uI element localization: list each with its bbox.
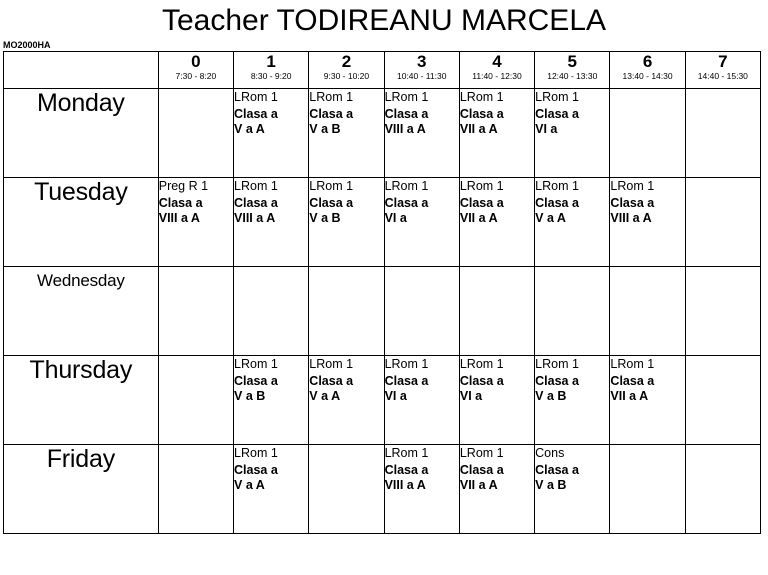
lesson-cell[interactable] bbox=[309, 89, 384, 178]
table-row bbox=[4, 89, 761, 178]
lesson-room: LRom 1 bbox=[459, 446, 504, 460]
period-time: 13:40 - 14:30 bbox=[622, 71, 673, 81]
lesson-cell[interactable] bbox=[158, 178, 233, 267]
timetable-page bbox=[0, 4, 768, 575]
lesson-class-line2: VII a A bbox=[610, 389, 649, 403]
lesson-cell[interactable] bbox=[610, 356, 685, 445]
period-number: 4 bbox=[492, 52, 502, 71]
lesson-class-line1: Clasa a bbox=[234, 196, 278, 210]
lesson-class-line1: Clasa a bbox=[459, 463, 504, 477]
lesson-room: LRom 1 bbox=[459, 90, 504, 104]
lesson-room: LRom 1 bbox=[309, 90, 354, 104]
period-header-1 bbox=[234, 52, 309, 89]
lesson-class-line2: VIII a A bbox=[384, 122, 426, 136]
lesson-room: LRom 1 bbox=[234, 446, 278, 460]
period-number: 3 bbox=[416, 52, 427, 71]
period-time: 14:40 - 15:30 bbox=[697, 71, 748, 81]
lesson-class-line1: Clasa a bbox=[384, 196, 429, 210]
lesson-room: LRom 1 bbox=[234, 90, 278, 104]
period-number: 5 bbox=[567, 52, 578, 71]
lesson-class-line2: V a A bbox=[234, 122, 265, 136]
lesson-cell[interactable] bbox=[234, 356, 309, 445]
period-time: 8:30 - 9:20 bbox=[250, 71, 292, 81]
lesson-class-line2: VIII a A bbox=[234, 211, 276, 225]
table-row bbox=[4, 356, 761, 445]
lesson-room: LRom 1 bbox=[610, 357, 655, 371]
lesson-room: Cons bbox=[535, 446, 565, 460]
day-label-cell-tuesday bbox=[4, 178, 159, 267]
lesson-cell[interactable] bbox=[685, 89, 760, 178]
lesson-class-line1: Clasa a bbox=[535, 196, 579, 210]
lesson-cell[interactable] bbox=[535, 89, 610, 178]
lesson-room: Preg R 1 bbox=[158, 179, 209, 193]
lesson-class-line2: VI a bbox=[384, 389, 407, 403]
lesson-cell[interactable] bbox=[234, 178, 309, 267]
lesson-class-line1: Clasa a bbox=[384, 374, 429, 388]
period-header-3 bbox=[384, 52, 459, 89]
lesson-room: LRom 1 bbox=[309, 179, 354, 193]
lesson-class-line1: Clasa a bbox=[384, 107, 429, 121]
lesson-class-line1: Clasa a bbox=[535, 374, 579, 388]
day-label: Monday bbox=[36, 89, 125, 117]
lesson-cell[interactable] bbox=[535, 445, 610, 534]
lesson-class-line2: V a A bbox=[535, 211, 566, 225]
period-header-4 bbox=[459, 52, 534, 89]
lesson-class-line2: V a B bbox=[535, 478, 567, 492]
lesson-cell[interactable] bbox=[685, 445, 760, 534]
lesson-class-line1: Clasa a bbox=[459, 196, 504, 210]
lesson-class-line1: Clasa a bbox=[309, 196, 354, 210]
lesson-cell[interactable] bbox=[158, 356, 233, 445]
lesson-cell[interactable] bbox=[459, 267, 534, 356]
lesson-room: LRom 1 bbox=[535, 357, 579, 371]
lesson-cell[interactable] bbox=[685, 267, 760, 356]
period-header-7 bbox=[685, 52, 760, 89]
lesson-cell[interactable] bbox=[685, 356, 760, 445]
day-label: Thursday bbox=[29, 356, 133, 384]
period-number: 2 bbox=[341, 52, 352, 71]
page-title: Teacher TODIREANU MARCELA bbox=[161, 4, 607, 37]
table-row bbox=[4, 267, 761, 356]
period-header-0 bbox=[158, 52, 233, 89]
lesson-cell[interactable] bbox=[234, 89, 309, 178]
lesson-cell[interactable] bbox=[309, 178, 384, 267]
day-label: Wednesday bbox=[37, 271, 125, 290]
lesson-cell[interactable] bbox=[384, 178, 459, 267]
period-header-2 bbox=[309, 52, 384, 89]
lesson-room: LRom 1 bbox=[234, 179, 278, 193]
lesson-cell[interactable] bbox=[384, 89, 459, 178]
period-header-5 bbox=[535, 52, 610, 89]
lesson-room: LRom 1 bbox=[459, 357, 504, 371]
lesson-room: LRom 1 bbox=[384, 446, 429, 460]
day-label-cell-monday bbox=[4, 89, 159, 178]
lesson-cell[interactable] bbox=[610, 178, 685, 267]
lesson-cell[interactable] bbox=[459, 445, 534, 534]
lesson-class-line1: Clasa a bbox=[610, 196, 655, 210]
lesson-cell[interactable] bbox=[158, 445, 233, 534]
day-label-cell-wednesday bbox=[4, 267, 159, 356]
lesson-class-line2: VII a A bbox=[459, 211, 498, 225]
table-row bbox=[4, 445, 761, 534]
period-time: 9:30 - 10:20 bbox=[323, 71, 370, 81]
day-label: Friday bbox=[46, 445, 115, 473]
lesson-cell[interactable] bbox=[309, 267, 384, 356]
lesson-room: LRom 1 bbox=[535, 90, 579, 104]
lesson-class-line2: V a B bbox=[535, 389, 567, 403]
lesson-class-line2: VII a A bbox=[459, 478, 498, 492]
lesson-class-line1: Clasa a bbox=[535, 463, 579, 477]
lesson-class-line2: V a B bbox=[234, 389, 266, 403]
lesson-cell[interactable] bbox=[610, 89, 685, 178]
lesson-class-line2: VI a bbox=[535, 122, 558, 136]
lesson-class-line1: Clasa a bbox=[610, 374, 655, 388]
lesson-class-line2: VIII a A bbox=[158, 211, 200, 225]
lesson-cell[interactable] bbox=[309, 356, 384, 445]
lesson-room: LRom 1 bbox=[234, 357, 278, 371]
period-number: 1 bbox=[266, 52, 276, 71]
timetable bbox=[3, 51, 761, 534]
period-number: 7 bbox=[718, 52, 728, 71]
lesson-cell[interactable] bbox=[384, 356, 459, 445]
timetable-header-row bbox=[4, 52, 761, 89]
lesson-cell[interactable] bbox=[234, 267, 309, 356]
period-time: 7:30 - 8:20 bbox=[175, 71, 217, 81]
lesson-room: LRom 1 bbox=[535, 179, 579, 193]
document-code: MO2000HA bbox=[3, 40, 51, 50]
lesson-cell[interactable] bbox=[535, 356, 610, 445]
lesson-room: LRom 1 bbox=[384, 90, 429, 104]
lesson-cell[interactable] bbox=[158, 89, 233, 178]
lesson-room: LRom 1 bbox=[610, 179, 655, 193]
period-time: 10:40 - 11:30 bbox=[396, 71, 447, 81]
lesson-room: LRom 1 bbox=[459, 179, 504, 193]
day-label-cell-friday bbox=[4, 445, 159, 534]
table-row bbox=[4, 178, 761, 267]
lesson-cell[interactable] bbox=[535, 178, 610, 267]
period-header-6 bbox=[610, 52, 685, 89]
lesson-class-line2: V a B bbox=[309, 211, 341, 225]
lesson-class-line2: VIII a A bbox=[610, 211, 652, 225]
lesson-class-line2: VI a bbox=[459, 389, 483, 403]
period-time: 12:40 - 13:30 bbox=[547, 71, 598, 81]
lesson-cell[interactable] bbox=[158, 267, 233, 356]
lesson-cell[interactable] bbox=[535, 267, 610, 356]
lesson-class-line1: Clasa a bbox=[234, 374, 278, 388]
lesson-class-line2: V a A bbox=[234, 478, 265, 492]
lesson-cell[interactable] bbox=[459, 178, 534, 267]
lesson-cell[interactable] bbox=[384, 445, 459, 534]
lesson-class-line2: V a A bbox=[309, 389, 341, 403]
lesson-cell[interactable] bbox=[610, 267, 685, 356]
lesson-cell[interactable] bbox=[384, 267, 459, 356]
lesson-cell[interactable] bbox=[610, 445, 685, 534]
lesson-class-line1: Clasa a bbox=[384, 463, 429, 477]
lesson-cell[interactable] bbox=[309, 445, 384, 534]
day-label-cell-thursday bbox=[4, 356, 159, 445]
lesson-cell[interactable] bbox=[459, 356, 534, 445]
lesson-class-line1: Clasa a bbox=[234, 107, 278, 121]
period-number: 6 bbox=[642, 52, 653, 71]
lesson-class-line1: Clasa a bbox=[459, 374, 504, 388]
lesson-cell[interactable] bbox=[459, 89, 534, 178]
day-label: Tuesday bbox=[34, 178, 128, 206]
lesson-class-line1: Clasa a bbox=[309, 107, 354, 121]
period-time: 11:40 - 12:30 bbox=[472, 71, 522, 81]
lesson-class-line1: Clasa a bbox=[459, 107, 504, 121]
lesson-class-line1: Clasa a bbox=[234, 463, 278, 477]
lesson-cell[interactable] bbox=[685, 178, 760, 267]
period-number: 0 bbox=[191, 52, 201, 71]
lesson-class-line1: Clasa a bbox=[158, 196, 203, 210]
lesson-class-line2: VII a A bbox=[459, 122, 498, 136]
lesson-room: LRom 1 bbox=[309, 357, 354, 371]
lesson-class-line2: V a B bbox=[309, 122, 341, 136]
lesson-class-line1: Clasa a bbox=[535, 107, 579, 121]
lesson-room: LRom 1 bbox=[384, 179, 429, 193]
lesson-cell[interactable] bbox=[234, 445, 309, 534]
lesson-room: LRom 1 bbox=[384, 357, 429, 371]
lesson-class-line2: VI a bbox=[384, 211, 407, 225]
lesson-class-line1: Clasa a bbox=[309, 374, 354, 388]
header-corner-cell bbox=[4, 52, 159, 89]
lesson-class-line2: VIII a A bbox=[384, 478, 426, 492]
